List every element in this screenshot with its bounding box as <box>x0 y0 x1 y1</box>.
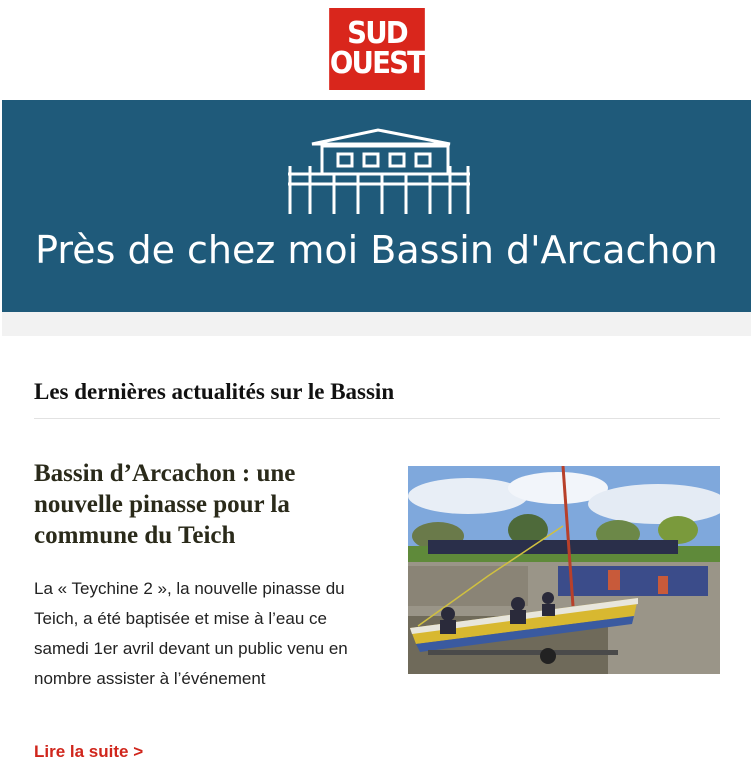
article-title[interactable]: Bassin d’Arcachon : une nouvelle pinasse pour la commune du Teich <box>34 460 296 549</box>
section-divider <box>34 418 720 419</box>
article-summary: La « Teychine 2 », la nouvelle pinasse du Teich, a été baptisée et mise à l’eau ce samedi 1er avril devant un public venu en nombre assister à l’événement <box>34 579 348 688</box>
sud-ouest-logo[interactable] <box>325 8 429 90</box>
section-title: Les dernières actualités sur le Bassin <box>34 379 395 404</box>
banner-title: Près de chez moi Bassin d'Arcachon <box>35 228 718 272</box>
boat-launch-photo <box>408 466 720 674</box>
logo-line1: SUD <box>347 16 407 51</box>
logo-line2: OUEST <box>329 46 425 81</box>
header-banner <box>2 100 751 312</box>
pier-icon <box>282 128 474 218</box>
read-more-link[interactable]: Lire la suite > <box>34 742 144 761</box>
article-photo[interactable] <box>408 466 720 674</box>
spacer-band <box>2 312 751 336</box>
